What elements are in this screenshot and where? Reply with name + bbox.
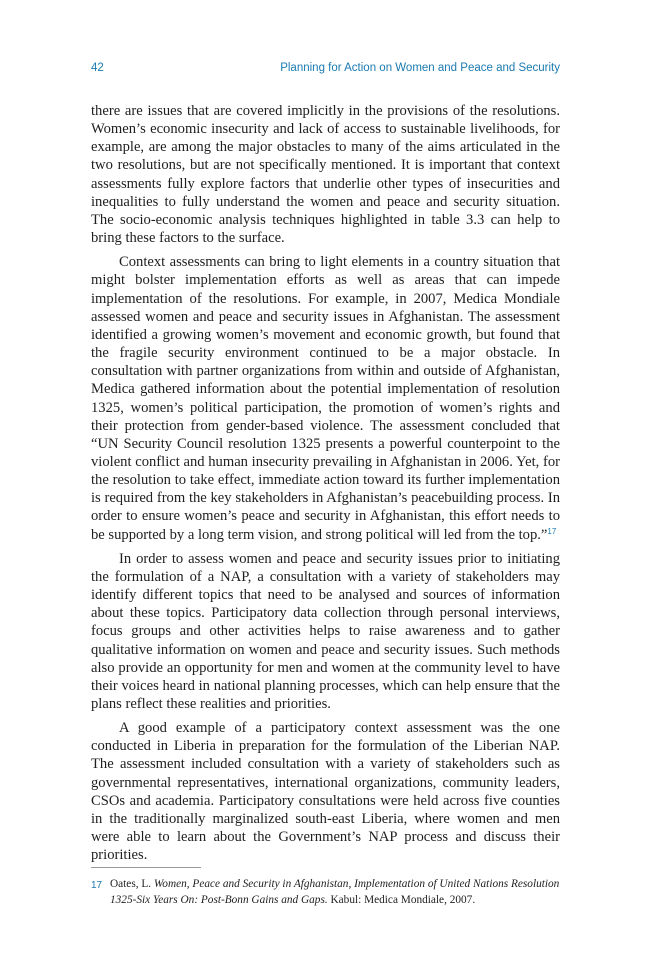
footnote-divider — [91, 867, 201, 868]
page-header — [91, 62, 560, 80]
paragraph-3: In order to assess women and peace and security issues prior to initiating the formulation of a NAP, a consultation with a variety of stakeholders may identify different topics that need to be analysed and sources of information about these topics. Participatory data collection through personal interviews, focus groups and other activities helps to raise awareness and to gather qualitative information on women and peace and security issues. Such methods also provide an opportunity for men and women at the community level to have their voices heard in national planning processes, which can help ensure that the plans reflect these realities and priorities. — [91, 550, 560, 712]
paragraph-2 — [91, 253, 560, 544]
footnote-reference[interactable]: 17 — [547, 526, 557, 536]
footnote-number: 17 — [91, 880, 103, 891]
footnote-author: Oates, L. — [110, 878, 154, 890]
footnote-text — [110, 877, 560, 908]
page-number: 42 — [91, 62, 104, 74]
body-text — [91, 102, 560, 864]
footnote-publisher: Kabul: Medica Mondiale, 2007. — [327, 893, 476, 906]
paragraph-4: A good example of a participatory context assessment was the one conducted in Liberia in preparation for the formulation of the Liberian NAP. The assessment included consultation with a variety of stakeholders such as governmental representatives, international organizations, community leaders, CSOs and academia. Participatory consultations were held across five counties in the traditionally marginalized south-east Liberia, where women and men were able to learn about the Government’s NAP process and discuss their priorities. — [91, 720, 560, 864]
footnote-title: Women, Peace and Security in Afghanistan, Implementation of United Nations Resolution 1325-Six Years On: Post-Bonn Gains and Gaps. — [110, 878, 560, 906]
running-title: Planning for Action on Women and Peace and Security — [280, 62, 560, 74]
paragraph-1: there are issues that are covered implicitly in the provisions of the resolutions. Women’s economic insecurity and lack of access to sustainable livelihoods, for example, are among the major obstacles to many of the aims articulated in the two resolutions, but are not specifically mentioned. It is important that context assessments fully explore factors that underlie other types of insecurities and inequalities to fully understand the women and peace and security situation. The socio-economic analysis techniques highlighted in table 3.3 can help to bring these factors to the surface. — [91, 103, 560, 247]
paragraph-2-text: Context assessments can bring to light elements in a country situation that might bolster implementation efforts as well as areas that can impede implementation of the resolutions. For example, in 2007, Medica Mondiale assessed women and peace and security issues in Afghanistan. The assessment identified a growing women’s movement and economic growth, but found that the fragile security environment continued to be a major obstacle. In consultation with partner organizations from within and outside of Afghanistan, Medica gathered information about the potential implementation of resolution 1325, women’s political participation, the promotion of women’s rights and their protection from gender-based violence. The assessment concluded that “UN Security Council resolution 1325 presents a powerful counterpoint to the violent conflict and human insecurity prevailing in Afghanistan in 2006. Yet, for the resolution to take effect, immediate action toward its further implementation is required from the key stakeholders in Afghanistan’s peacebuilding process. In order to ensure women’s peace and security in Afghanistan, this effort needs to be supported by a long term vision, and strong political will led from the top.” — [91, 254, 560, 543]
footnote — [91, 877, 560, 908]
